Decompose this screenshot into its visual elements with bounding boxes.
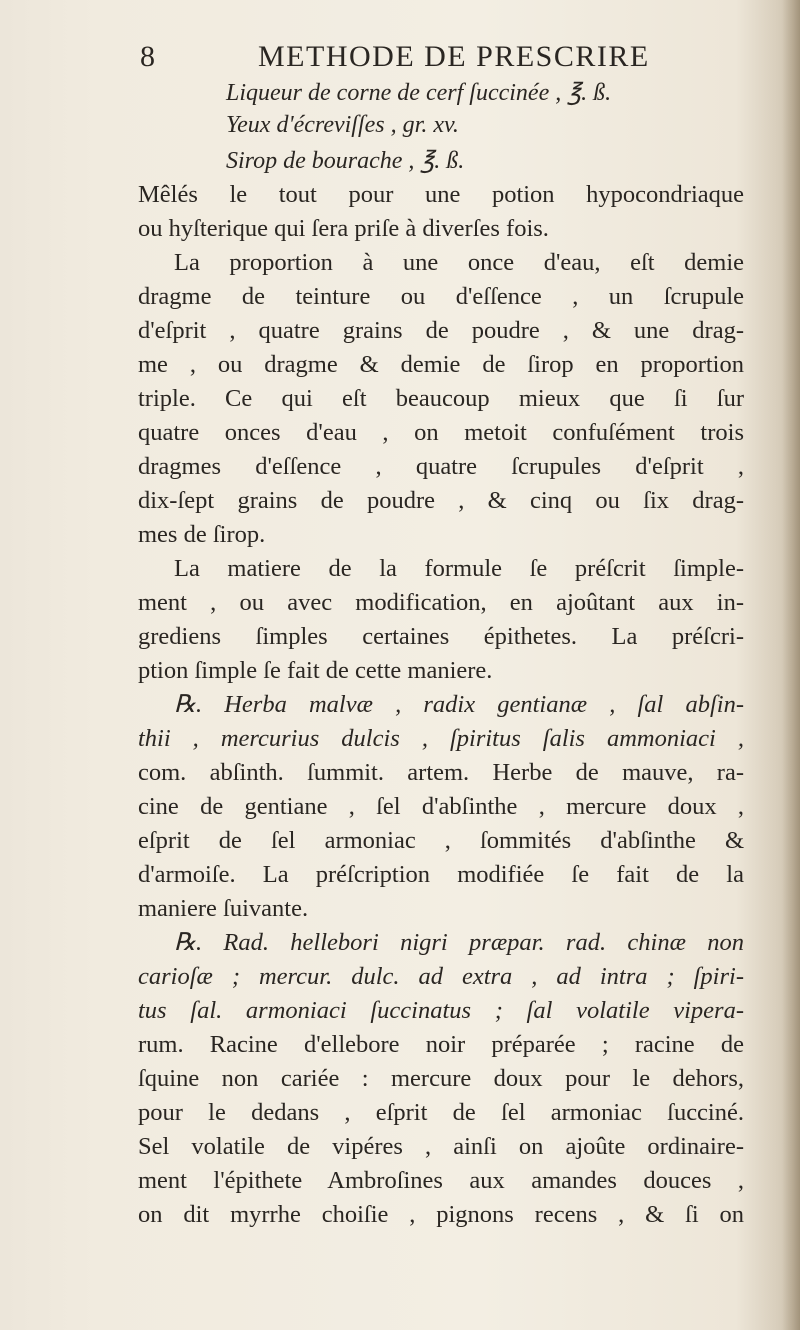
text-line: d'armoiſe. La préſcription modifiée ſe fait de la (138, 861, 744, 888)
text-line: rum. Racine d'ellebore noir préparée ; racine de (138, 1031, 744, 1058)
recipe-line: Liqueur de corne de cerf ſuccinée , ℥. ß. (226, 80, 612, 106)
recipe-line: Yeux d'écreviſſes , gr. xv. (226, 112, 459, 138)
text-line: ſquine non cariée : mercure doux pour le dehors, (138, 1065, 744, 1092)
latin-text-line: tus ſal. armoniaci ſuccinatus ; ſal volatile vipera- (138, 997, 744, 1024)
page-edge-shadow (782, 0, 800, 1330)
text-line: dragme de teinture ou d'eſſence , un ſcrupule (138, 283, 744, 310)
page-number: 8 (140, 40, 155, 73)
text-line: Mêlés le tout pour une potion hypocondriaque (138, 181, 744, 208)
text-line: maniere ſuivante. (138, 895, 309, 922)
text-line: La matiere de la formule ſe préſcrit ſimple- (174, 555, 744, 582)
latin-text-line: ℞. Herba malvæ , radix gentianæ , ſal abſin- (174, 691, 744, 718)
latin-text-line: carioſæ ; mercur. dulc. ad extra , ad intra ; ſpiri- (138, 963, 744, 990)
text-line: La proportion à une once d'eau, eſt demie (174, 249, 744, 276)
text-line: dragmes d'eſſence , quatre ſcrupules d'eſprit , (138, 453, 744, 480)
text-line: d'eſprit , quatre grains de poudre , & une drag- (138, 317, 744, 344)
text-line: quatre onces d'eau , on metoit confuſément trois (138, 419, 744, 446)
text-line: triple. Ce qui eſt beaucoup mieux que ſi ſur (138, 385, 744, 412)
page-header (140, 40, 740, 78)
text-line: com. abſinth. ſummit. artem. Herbe de mauve, ra- (138, 759, 744, 786)
text-line: dix-ſept grains de poudre , & cinq ou ſix drag- (138, 487, 744, 514)
text-line: ment l'épithete Ambroſines aux amandes douces , (138, 1167, 744, 1194)
text-line: pour le dedans , eſprit de ſel armoniac ſucciné. (138, 1099, 744, 1126)
text-line: ption ſimple ſe fait de cette maniere. (138, 657, 493, 684)
text-line: grediens ſimples certaines épithetes. La préſcri- (138, 623, 744, 650)
latin-text-line: ℞. Rad. hellebori nigri præpar. rad. chinæ non (174, 929, 744, 956)
recipe-line: Sirop de bourache , ℥. ß. (226, 148, 465, 174)
latin-text-line: thii , mercurius dulcis , ſpiritus ſalis ammoniaci , (138, 725, 744, 752)
text-line: on dit myrrhe choiſie , pignons recens , & ſi on (138, 1201, 744, 1228)
text-line: me , ou dragme & demie de ſirop en proportion (138, 351, 744, 378)
running-title: METHODE DE PRESCRIRE (258, 40, 650, 73)
text-line: Sel volatile de vipéres , ainſi on ajoûte ordinaire- (138, 1133, 744, 1160)
text-line: mes de ſirop. (138, 521, 266, 548)
text-line: cine de gentiane , ſel d'abſinthe , mercure doux , (138, 793, 744, 820)
text-line: eſprit de ſel armoniac , ſommités d'abſinthe & (138, 827, 744, 854)
text-line: ment , ou avec modification, en ajoûtant aux in- (138, 589, 744, 616)
text-line: ou hyſterique qui ſera priſe à diverſes fois. (138, 215, 549, 242)
